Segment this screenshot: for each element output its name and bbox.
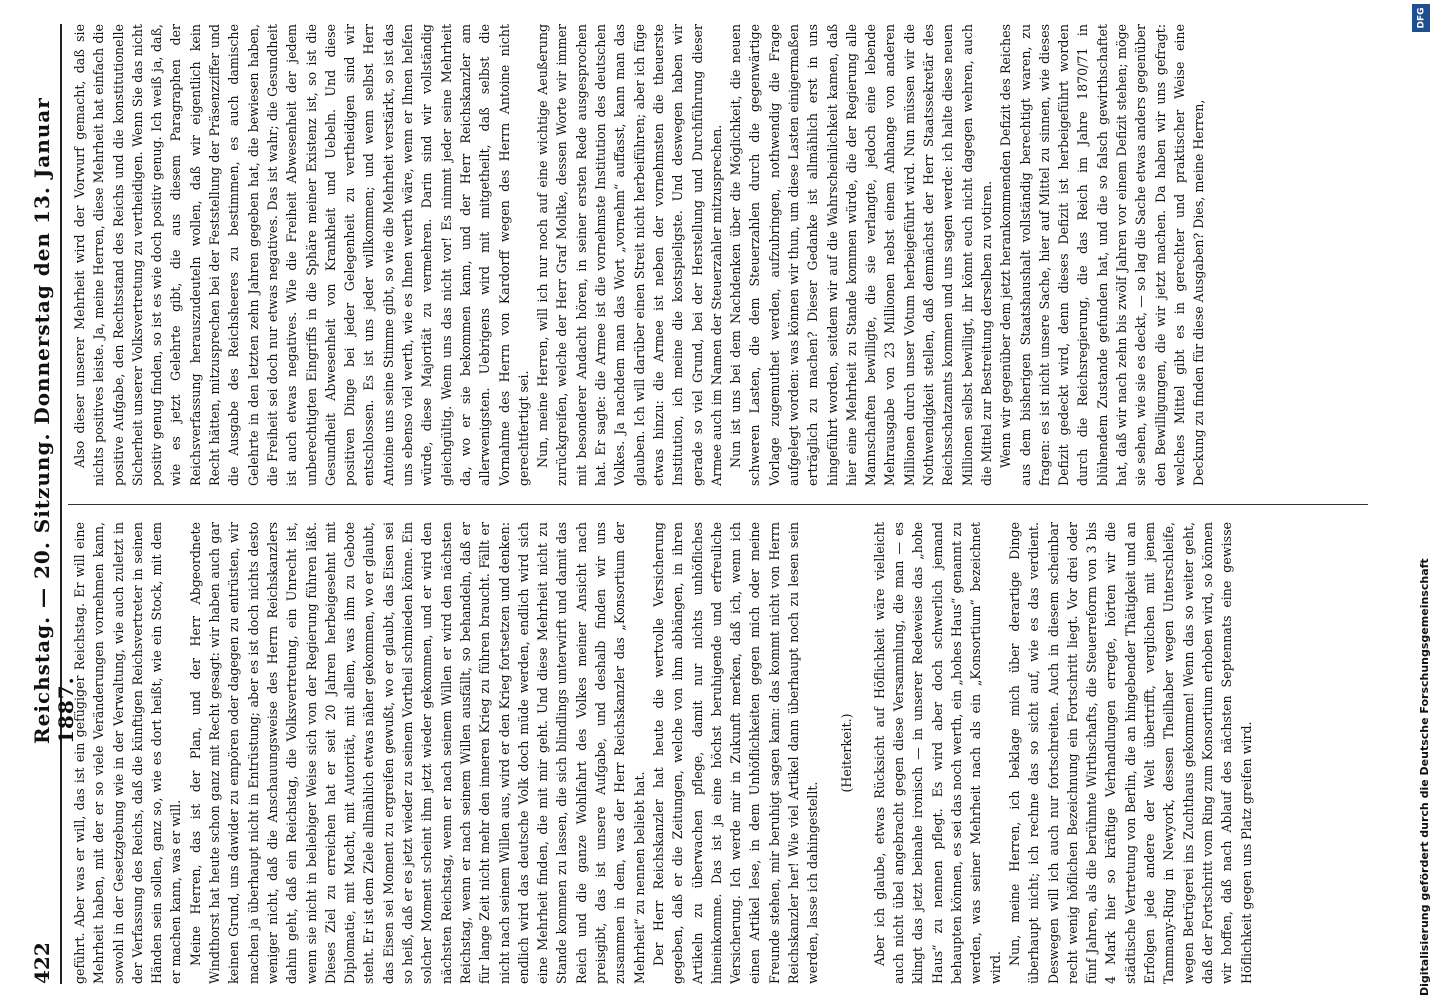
paragraph: geführt. Aber was er will, das ist ein gefügiger Reichstag. Er will eine Mehrheit haben, mit der er so viele Veränderungen vornehmen kann, sowohl in der Gesetzgebung wie in der Verwaltung, wie auch zuletzt in der Verfassung des Reichs, daß die künftigen Reichsvertreter in seinen Händen sein sollen, ganz so, wie es dort heißt, wie ein Stock, mit dem er machen kann, was er will. xyxy=(72,522,184,984)
paragraph: Wenn wir gegenüber dem jetzt herankommenden Defizit des Reiches aus dem bisherigen Staatshaushalt vollständig berechtigt waren, zu fragen: es ist nicht unsere Sache, hier auf Mittel zu sinnen, wie dieses Defizit gedeckt wird, denn dieses Defizit ist herbeigeführt worden durch die Reichsregierung, die das Reich im Jahre 1870/71 in blühendem Zustande gefunden hat, und die so falsch gewirthschaftet hat, daß wir nach zehn bis zwölf Jahren vor einem Defizit stehen; möge sie sehen, wie sie es deckt, — so lag die Sache etwas anders gegenüber den Bewilligungen, die wir jetzt machen. Da haben wir uns gefragt: welches Mittel gibt es in gerechter und praktischer Weise eine Deckung zu finden für diese Ausgaben? Dies, meine Herren, xyxy=(998,24,1207,486)
paragraph: Also dieser unserer Mehrheit wird der Vorwurf gemacht, daß sie nichts positives leiste. Ja, meine Herren, diese Mehrheit hat einfach die positive Aufgabe, den Rechtsstand des Reichs und die konstitutionelle Sicherheit unserer Volksvertretung zu vertheidigen. Wenn Sie das nicht positiv genug finden, so ist es wie doch positiv genug. Ich weiß ja, daß, wie es jetzt Gelehrte gibt, die aus diesem Paragraphen der Reichsverfassung herauszudeuteln wollen, daß wir eigentlich kein Recht hätten, mitzusprechen bei der Feststellung der Präsenzziffer und die Ausgabe des Reichsheeres zu bestimmen, es auch damische Gelehrte in den letzten zehn Jahren gegeben hat, die bewiesen haben, die Freiheit sei doch nur etwas negatives. Das ist wahr; die Gesundheit ist auch etwas negatives. Wie die Freiheit Abwesenheit der jedem unberechtigten Eingriffs in die Sphäre meiner Existenz ist, so ist die Gesundheit Abwesenheit von Krankheit und Uebeln. Und diese positiven Dinge bei jeder Gelegenheit zu vertheidigen sind wir entschlossen. Es ist uns jeder willkommen; und wenn selbst Herr Antoine uns seine Stimme gibt, so wie die Mehrheit verstärkt, so ist das uns ebenso viel werth, wie es Ihnen werth wäre, wenn er Ihnen helfen würde, diese Majorität zu vermehren. Darin sind wir vollständig gleichgültig. Wenn uns das nicht vor! Es nimmt jeder seine Mehrheit da, wo er sie bekommen kann, und der Herr Reichskanzler am allerwenigsten. Uebrigens wird mit mitgetheilt, daß selbst die Vornahme des Herrn von Kardorff wegen des Herrn Antoine nicht gerechtfertigt sei. xyxy=(72,24,531,486)
digitization-note: Digitalisierung gefördert durch die Deutsche Forschungsgemeinschaft xyxy=(1418,558,1431,996)
paragraph: (Heiterkeit.) xyxy=(838,713,854,793)
paragraph: Nun, meine Herren, will ich nur noch auf eine wichtige Aeußerung zurückgreifen, welche der Herr Graf Moltke, dessen Worte wir immer mit besonderer Andacht hören, in seiner ersten Rede ausgesprochen hat. Er sagte: die Armee ist die vornehmste Institution des deutschen Volkes. Ja nachdem man das Wort „vornehm“ auffasst, kann man das glauben. Ich will darüber einen Streit nicht herbeiführen; aber ich füge etwas hinzu: die Armee ist neben der vornehmsten die theuerste Institution, ich meine die kostspieligste. Und deswegen haben wir gerade so viel Grund, bei der Herstellung und Durchführung dieser Armee auch im Namen der Steuerzahler mitzusprechen. xyxy=(535,24,724,486)
column-divider xyxy=(68,504,1368,505)
running-title: Reichstag. — 20. Sitzung. Donnerstag den 13. Januar 1887. xyxy=(30,97,78,744)
right-column xyxy=(70,24,1370,486)
paragraph: Nun ist uns bei dem Nachdenken über die Möglichkeit, die neuen schweren Lasten, die dem Steuerzahlen durch die gegenwärtige Vorlage zugemuthet werden, aufzubringen, nothwendig die Frage aufgelegt worden: was können wir thun, um diese Lasten einigermaßen erträglich zu machen? Dieser Gedanke ist allmählich erst in uns hingeführt worden, seitdem wir auf die Wahrscheinlichkeit kamen, daß hier eine Mehrheit zu Stande kommen würde, die der Regierung alle Mannschaften bewilligte, die sie verlangte, jedoch eine lebende Mehrausgabe von 23 Millionen nebst einem Anhange von anderen Millionen durch unser Votum herbeigeführt wird. Nun müssen wir die Nothwendigkeit stellen, daß demnächst der Herr Staatssekretär des Reichsschatzamts kommen und uns sagen werde: ich halte diese neuen Millionen selbst bewilligt, ihr könnt euch nicht dagegen wehren, auch die Mittel zur Bestreitung derselben zu votiren. xyxy=(728,24,994,486)
paragraph: Meine Herren, das ist der Plan, und der Herr Abgeordnete Windthorst hat heute schon ganz mit Recht gesagt: wir haben auch gar keinen Grund, uns dawider zu empören oder dagegen zu entrüsten, wir machen ja überhaupt nicht in Entrüstung; aber es ist doch nichts desto weniger nicht, daß die Anschauungsweise des Herrn Reichskanzlers dahin geht, daß ein Reichstag, die Volksvertretung, ein Unrecht ist, wenn sie nicht in beliebiger Weise sich von der Regierung führen läßt. Dieses Ziel zu erreichen hat er seit 20 Jahren herbeigesehnt mit Diplomatie, mit Macht, mit Autorität, mit allem, was ihm zu Gebote steht. Er ist dem Ziele allmählich etwas näher gekommen, wo er glaubt, das Eisen sei Moment zu ergreifen gewußt, wo er glaubt, das Eisen sei so heiß, daß er es jetzt wieder zu seinem Vortheil schmieden könne. Ein solcher Moment scheint ihm jetzt wieder gekommen, und er wird den nächsten Reichstag, wenn er nach seinem Willen er wird den nächsten Reichstag, wenn er nach seinem Willen ausfällt, so behandeln, daß er für lange Zeit nicht mehr den inneren Krieg zu führen braucht. Fällt er nicht nach seinem Willen aus, wird er den Krieg fortsetzen und denken: endlich wird das deutsche Volk doch müde werden, endlich wird sich eine Mehrheit finden, die mit mir geht. Und diese Mehrheit nicht zu Stande kommen zu lassen, die sich blindlings unterwirft und damit das Reich und die ganze Wohlfahrt des Volkes meiner Ansicht nach preisgibt, das ist unsere Aufgabe, und deshalb finden wir uns zusammen in dem, was der Herr Reichskanzler das „Konsortium der Mehrheit“ zu nennen beliebt hat. xyxy=(187,522,647,984)
rotated-page-content xyxy=(24,24,1394,984)
paragraph: Der Herr Reichskanzler hat heute die wertvolle Versicherung gegeben, daß er die Zeitungen, welche von ihm abhängen, in ihren Artikeln zu überwachen pflege, damit nur nichts unhöfliches hineinkomme. Das ist ja eine höchst beruhigende und erfreuliche Versicherung. Ich werde mir in Zukunft merken, daß ich, wenn ich einen Artikel lese, in dem Unhöflichkeiten gegen mich oder meine Freunde stehen, mir beruhigt sagen kann: das kommt nicht von Herrn Reichskanzler her! Wie viel Artikel dann überhaupt noch zu lesen sein werden, lasse ich dahingestellt. xyxy=(650,522,821,984)
dfg-logo: DFG xyxy=(1412,4,1430,32)
page-header xyxy=(24,24,78,984)
paragraph: Nun, meine Herren, ich beklage mich über derartige Dinge überhaupt nicht; ich rechne das so sicht auf, wie es das verdient. Deswegen will ich auch nur fortschreiten. Auch in diesem scheinbar recht wenig höflichen Bezeichnung ein Fortschritt liegt. Vor drei oder fünf Jahren, als die berühmte Wirthschafts, die Steuerreform von 3 bis 4 Mark hier so kräftige Verhandlungen erregte, hörten wir die städtische Vertretung von Berlin, die an hingebender Thätigkeit und an Erfolgen jede andere der Welt übertrifft, verglichen mit jenem Tammany-Ring in Newyork, dessen Theilhaber wegen Unterschleife, wegen Betrügerei ins Zuchthaus gekommen! Wenn das so weiter geht, daß der Fortschritt vom Ring zum Konsortium erhoben wird, so können wir hoffen, daß nach Ablauf des nächsten Septennats eine gewisse Höflichkeit gegen uns Platz greifen wird. xyxy=(1006,522,1254,984)
paragraph: Aber ich glaube, etwas Rücksicht auf Höflichkeit wäre vielleicht auch nicht übel angebracht gegen diese Versammlung, die man — es klingt das jetzt beinahe ironisch — in unserer Redeweise das „hohe Haus“ zu nennen pflegt. Es wird aber doch schwerlich jemand behaupten können, es sei das noch werth, ein „hohes Haus“ genannt zu werden, was seiner Mehrheit nach als ein „Konsortium“ bezeichnet wird. xyxy=(871,522,1003,984)
page-number: 422 xyxy=(30,942,54,984)
left-column xyxy=(70,522,1370,984)
